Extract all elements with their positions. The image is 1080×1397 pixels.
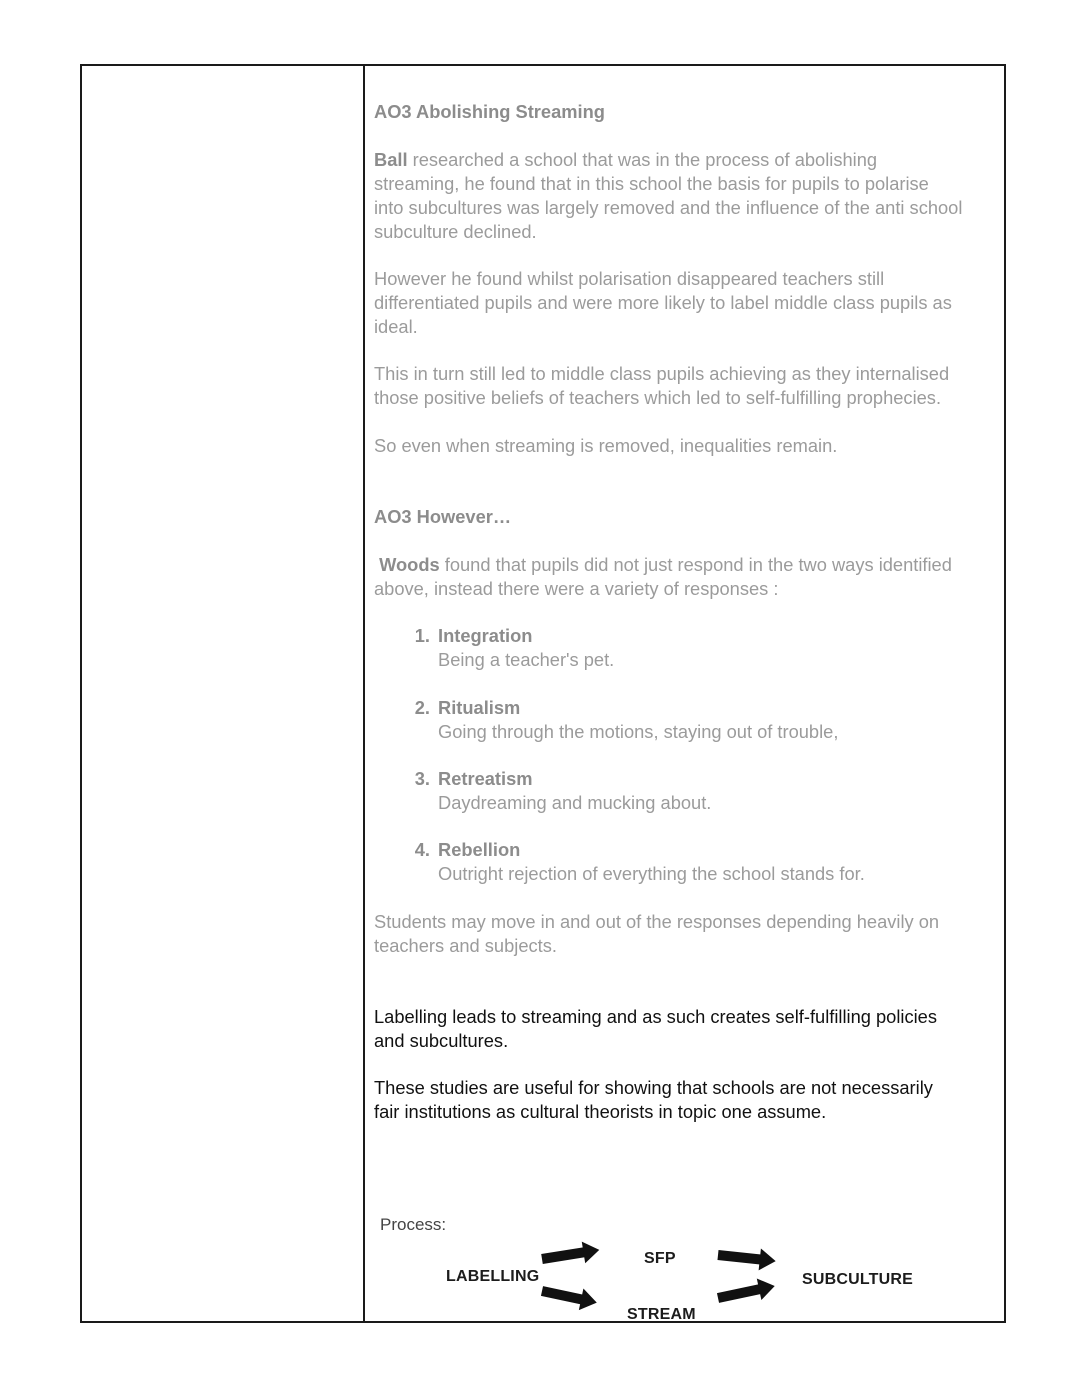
conclusion-labelling-line: Labelling leads to streaming and as such creates self-fulfilling policies [374, 1006, 937, 1027]
response-description: Outright rejection of everything the school stands for. [438, 863, 865, 884]
ball-paragraph-line: into subcultures was largely removed and the influence of the anti school [374, 197, 963, 218]
however-paragraph-line: ideal. [374, 316, 418, 337]
response-description: Daydreaming and mucking about. [438, 792, 712, 813]
process-label: Process: [380, 1215, 447, 1234]
ball-paragraph-line: streaming, he found that in this school the basis for pupils to polarise [374, 173, 929, 194]
left-column-cell [82, 66, 365, 1321]
arrow-right-icon [540, 1239, 601, 1270]
list-number: 4. [414, 839, 430, 860]
arrow-right-icon [717, 1244, 777, 1272]
response-description: Being a teacher's pet. [438, 649, 615, 670]
responses-closing-line: teachers and subjects. [374, 935, 557, 956]
response-description: Going through the motions, staying out of trouble, [438, 721, 839, 742]
internalise-paragraph-line: those positive beliefs of teachers which led to self-fulfilling prophecies. [374, 387, 942, 408]
node-sfp: SFP [644, 1250, 676, 1267]
list-number: 3. [414, 768, 430, 789]
inequalities-remain-text: So even when streaming is removed, inequalities remain. [374, 435, 838, 456]
woods-paragraph-line: Woods found that pupils did not just respond in the two ways identified [379, 554, 952, 575]
however-paragraph-line: However he found whilst polarisation disappeared teachers still [374, 268, 885, 289]
response-title: Rebellion [438, 839, 521, 860]
woods-paragraph-line: above, instead there were a variety of responses : [374, 578, 779, 599]
response-title: Integration [438, 625, 533, 646]
author-ball: Ball [374, 149, 408, 170]
list-number: 2. [414, 697, 430, 718]
conclusion-studies-line: fair institutions as cultural theorists in topic one assume. [374, 1101, 827, 1122]
response-title: Retreatism [438, 768, 533, 789]
right-column-cell [365, 66, 1004, 1321]
section-heading-abolishing-streaming: AO3 Abolishing Streaming [374, 101, 605, 122]
conclusion-studies-line: These studies are useful for showing that schools are not necessarily [374, 1077, 933, 1098]
responses-closing-line: Students may move in and out of the responses depending heavily on [374, 911, 940, 932]
author-woods: Woods [379, 554, 440, 575]
node-subculture: SUBCULTURE [802, 1271, 914, 1288]
response-title: Ritualism [438, 697, 521, 718]
arrow-right-icon [540, 1280, 599, 1313]
node-stream: STREAM [627, 1306, 696, 1323]
however-paragraph-line: differentiated pupils and were more likely to label middle class pupils as [374, 292, 952, 313]
internalise-paragraph-line: This in turn still led to middle class pupils achieving as they internalised [374, 363, 950, 384]
section-heading-however: AO3 However… [374, 506, 512, 527]
process-diagram [374, 1226, 1014, 1336]
arrow-right-icon [716, 1275, 777, 1309]
node-labelling: LABELLING [446, 1268, 540, 1285]
ball-paragraph-line: Ball researched a school that was in the process of abolishing [374, 149, 878, 170]
ball-paragraph-line: subculture declined. [374, 221, 537, 242]
notes-table [80, 64, 1006, 1323]
list-number: 1. [414, 625, 430, 646]
conclusion-labelling-line: and subcultures. [374, 1030, 509, 1051]
